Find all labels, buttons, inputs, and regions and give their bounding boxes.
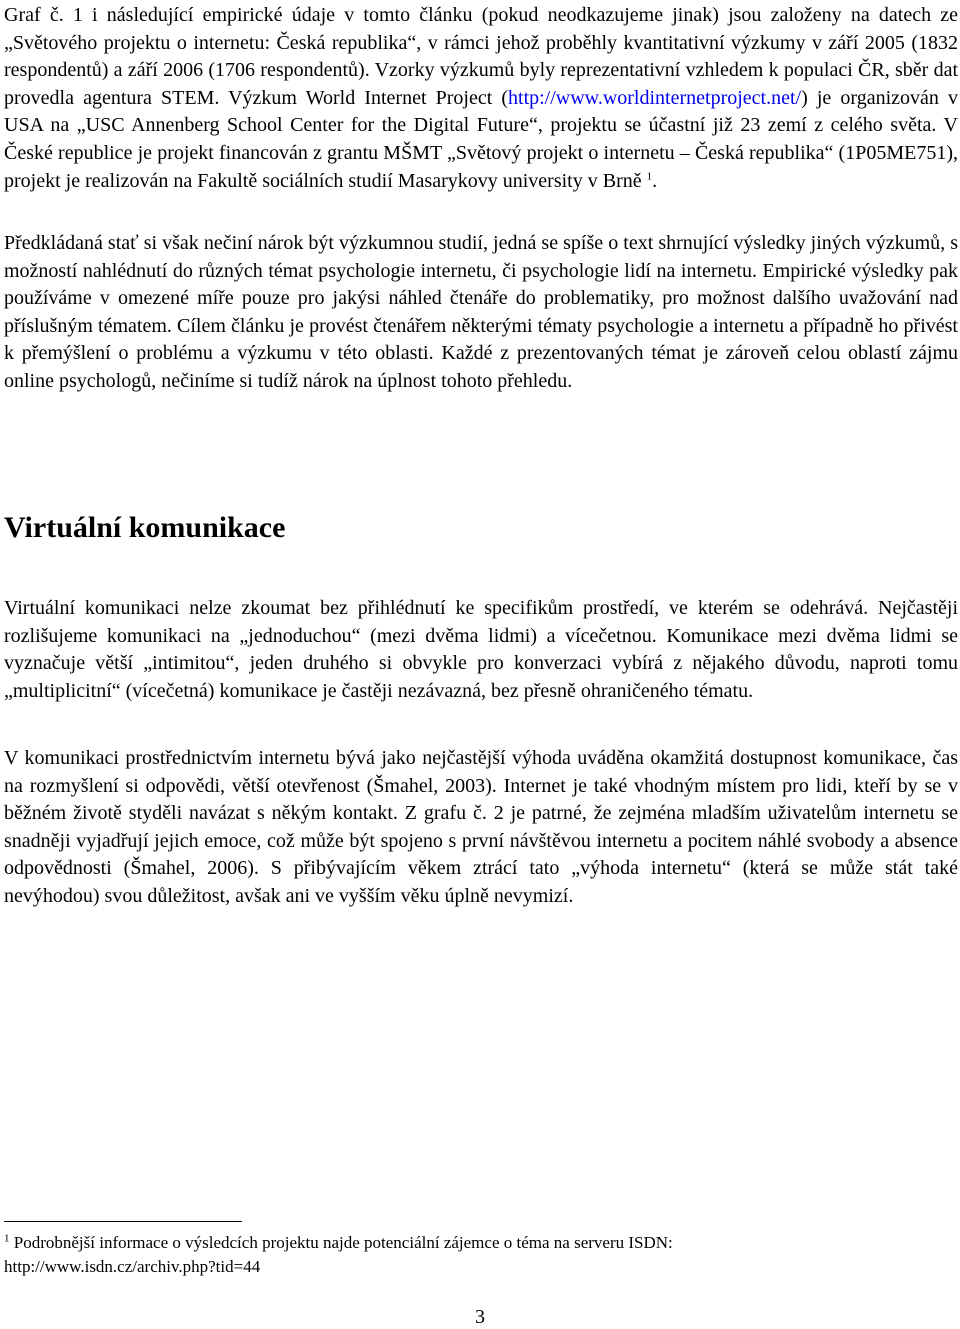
footnote-number: 1	[4, 1232, 10, 1245]
footnote	[4, 1231, 954, 1279]
intro-text-a: Graf č. 1 i následující empirické údaje v tomto článku (pokud neodkazujeme jinak) jsou založeny na datech ze „Světového projektu o internetu: Česká republika“, v rámci jehož proběhly kvantitativní výzkumy v září 2005 (1832 respondentů) a září 2006 (1706 respondentů). Vzorky výzkumů byly reprezentativní vzhledem k populaci ČR, sběr dat provedla agentura STEM. Výzkum World Internet Project (	[4, 4, 958, 109]
footnote-text: Podrobnější informace o výsledcích projektu najde potenciální zájemce o téma na serveru ISDN:	[13, 1233, 673, 1252]
intro-text-c: .	[652, 169, 658, 192]
footnote-divider	[4, 1221, 242, 1222]
intro-text-b: ) je organizován v USA na „USC Annenberg School Center for the Digital Future“, projektu se účastní již 23 zemí z celého světa. V České republice je projekt financován z grantu MŠMT „Světový projekt o internetu – Česká republika“ (1P05ME751), projekt je realizován na Fakultě sociálních studií Masarykovy university v Brně	[4, 86, 958, 192]
section-paragraph-1: Virtuální komunikaci nelze zkoumat bez přihlédnutí ke specifikům prostředí, ve kterém se odehrává. Nejčastěji rozlišujeme komunikaci na „jednoduchou“ (mezi dvěma lidmi) a vícečetnou. Komunikace mezi dvěma lidmi se vyznačuje větší „intimitou“, jeden druhého si obvykle pro konverzaci vybírá z nějakého důvodu, naproti tomu „multiplicitní“ (vícečetná) komunikace je častěji nezávazná, bez přesně ohraničeného tématu.	[4, 597, 958, 702]
paragraph-purpose: Předkládaná stať si však nečiní nárok být výzkumnou studií, jedná se spíše o text shrnující výsledky jiných výzkumů, s možností nahlédnutí do různých témat psychologie internetu, či psychologie lidí na internetu. Empirické výsledky pak používáme v omezené míře pouze pro jakýsi náhled čtenáře do problematiky, pro možnost dalšího uvažování nad příslušným tématem. Cílem článku je provést čtenářem některými tématy psychologie a internetu a případně ho přivést k přemýšlení o problému a výzkumu v této oblasti. Každé z prezentovaných témat je zároveň celou oblastí zájmu online psychologů, nečiníme si tudíž nárok na úplnost tohoto přehledu.	[4, 232, 958, 392]
footnote-url[interactable]: http://www.isdn.cz/archiv.php?tid=44	[4, 1257, 261, 1276]
intro-paragraph	[4, 2, 958, 195]
footnote-reference[interactable]: 1	[646, 169, 653, 182]
section-paragraph-2: V komunikaci prostřednictvím internetu bývá jako nejčastější výhoda uváděna okamžitá dostupnost komunikace, čas na rozmyšlení si odpovědi, větší otevřenost (Šmahel, 2003). Internet je také vhodným místem pro lidi, kteří by se v běžném životě styděli navázat s někým kontakt. Z grafu č. 2 je patrné, že zejména mladším uživatelům internetu se snadněji vyjadřují jejich emoce, což může být spojeno s první návštěvou internetu a pocitem náhlé svobody a absence odpovědnosti (Šmahel, 2006). S přibývajícím věkem ztrácí tato „výhoda internetu“ (která se může stát také nevýhodou) svou důležitost, avšak ani ve vyšším věku úplně nevymizí.	[4, 747, 958, 907]
page-number: 3	[475, 1306, 485, 1328]
worldinternetproject-link[interactable]: http://www.worldinternetproject.net/	[508, 86, 802, 109]
section-heading: Virtuální komunikace	[4, 511, 286, 544]
